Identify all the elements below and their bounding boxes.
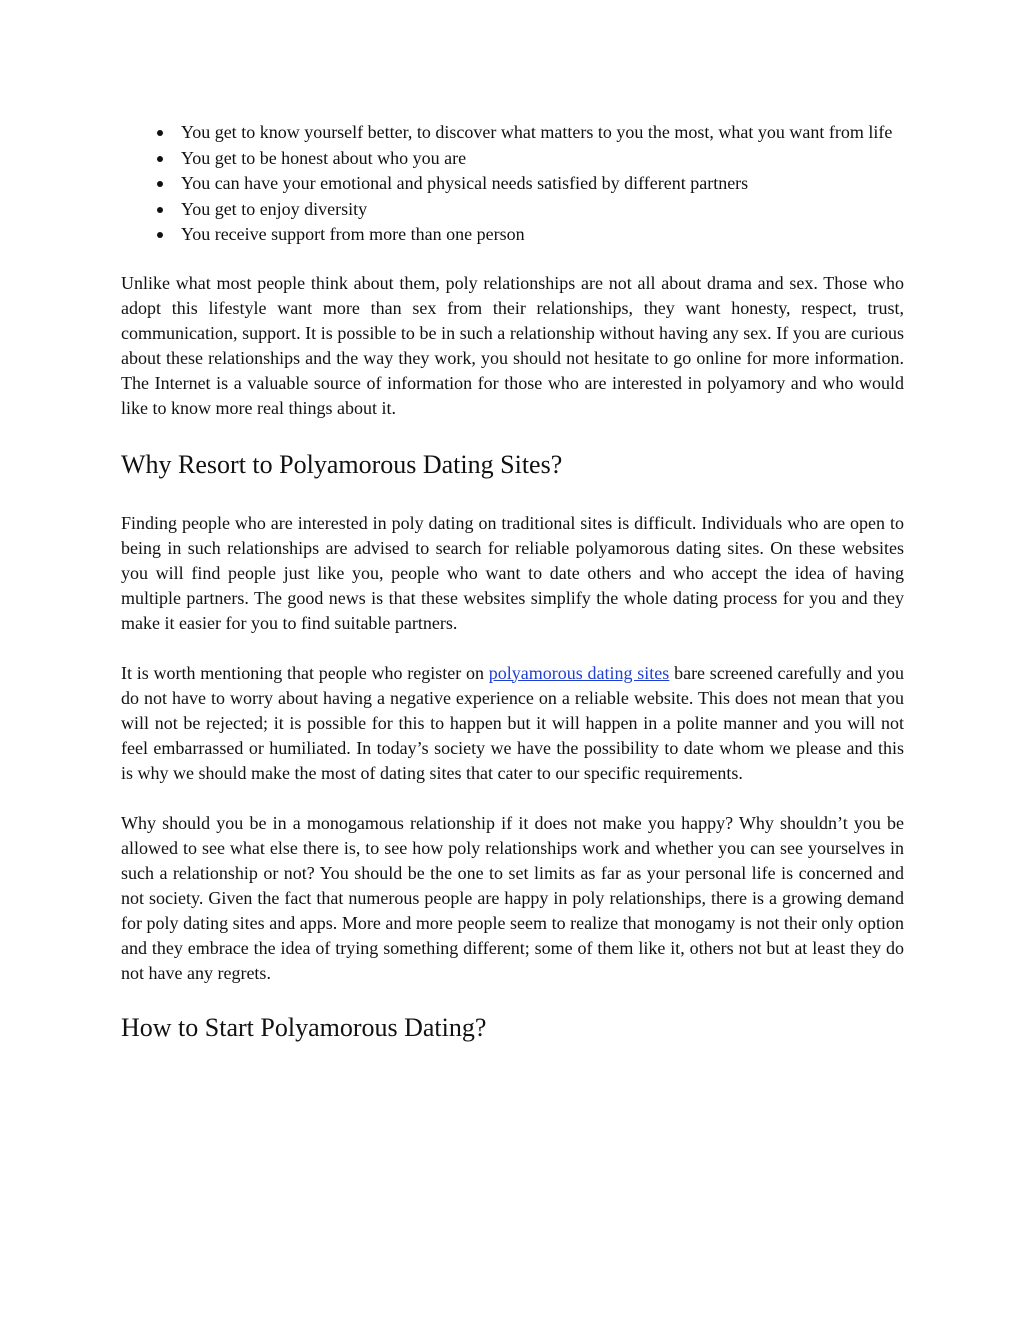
bullet-icon: [157, 181, 163, 187]
intro-paragraph: Unlike what most people think about them, poly relationships are not all about drama and sex. Those who adopt this lifestyle want more than sex from their relationships, they want honesty, respect, trust, communication, support. It is possible to be in such a relationship without having any sex. If you are curious about these relationships and the way they work, you should not hesitate to go online for more information. The Internet is a valuable source of information for those who are interested in polyamory and who would like to know more real things about it.: [121, 272, 904, 418]
section1-paragraph-1: Finding people who are interested in poly dating on traditional sites is difficult. Individuals who are open to being in such relationships are advised to search for reliable polyamorous dating sites. On these websites you will find people just like you, people who want to date others and who accept the idea of having multiple partners. The good news is that these websites simplify the whole dating process for you and they make it easier for you to find suitable partners.: [121, 512, 904, 633]
polyamorous-dating-sites-link[interactable]: polyamorous dating sites: [488, 662, 670, 683]
list-item: [121, 171, 904, 197]
section1-paragraph-3: Why should you be in a monogamous relationship if it does not make you happy? Why shouldn’t you be allowed to see what else there is, to see how poly relationships work and whether you can see yourselves in such a relationship or not? You should be the one to set limits as far as your personal life is concerned and not society. Given the fact that numerous people are happy in poly relationships, there is a growing demand for poly dating sites and apps. More and more people seem to realize that monogamy is not their only option and they embrace the idea of trying something different; some of them like it, others not but at least they do not have any regrets.: [121, 812, 904, 983]
bullet-icon: [157, 156, 163, 162]
list-item: [121, 120, 904, 146]
bullet-icon: [157, 232, 163, 238]
benefits-list: [121, 120, 904, 248]
list-item-text: You receive support from more than one person: [181, 224, 525, 244]
list-item-text: You can have your emotional and physical needs satisfied by different partners: [181, 173, 749, 193]
list-item-text: You get to enjoy diversity: [181, 198, 368, 219]
paragraph-text: It is worth mentioning that people who register on: [121, 662, 489, 683]
section1-paragraph-2: [121, 661, 904, 786]
bullet-icon: [157, 207, 163, 213]
list-item: [121, 222, 904, 248]
section-heading-how-to-start: How to Start Polyamorous Dating?: [121, 1012, 487, 1042]
paragraph-text: bare screened carefully and you do not have to worry about having a negative experience on a reliable website. This does not mean that you will not be rejected; it is possible for this to happen but it will happen in a polite manner and you will not feel embarrassed or humiliated. In today’s society we have the possibility to date whom we please and this is why we should make the most of dating sites that cater to our specific requirements.: [121, 662, 904, 783]
document-page: [121, 120, 904, 1044]
list-item: [121, 197, 904, 223]
section-heading-why-resort: Why Resort to Polyamorous Dating Sites?: [121, 449, 563, 479]
list-item-text: You get to be honest about who you are: [181, 147, 467, 168]
bullet-icon: [157, 130, 163, 136]
list-item: [121, 146, 904, 172]
list-item-text: You get to know yourself better, to discover what matters to you the most, what you want from life: [181, 122, 893, 142]
